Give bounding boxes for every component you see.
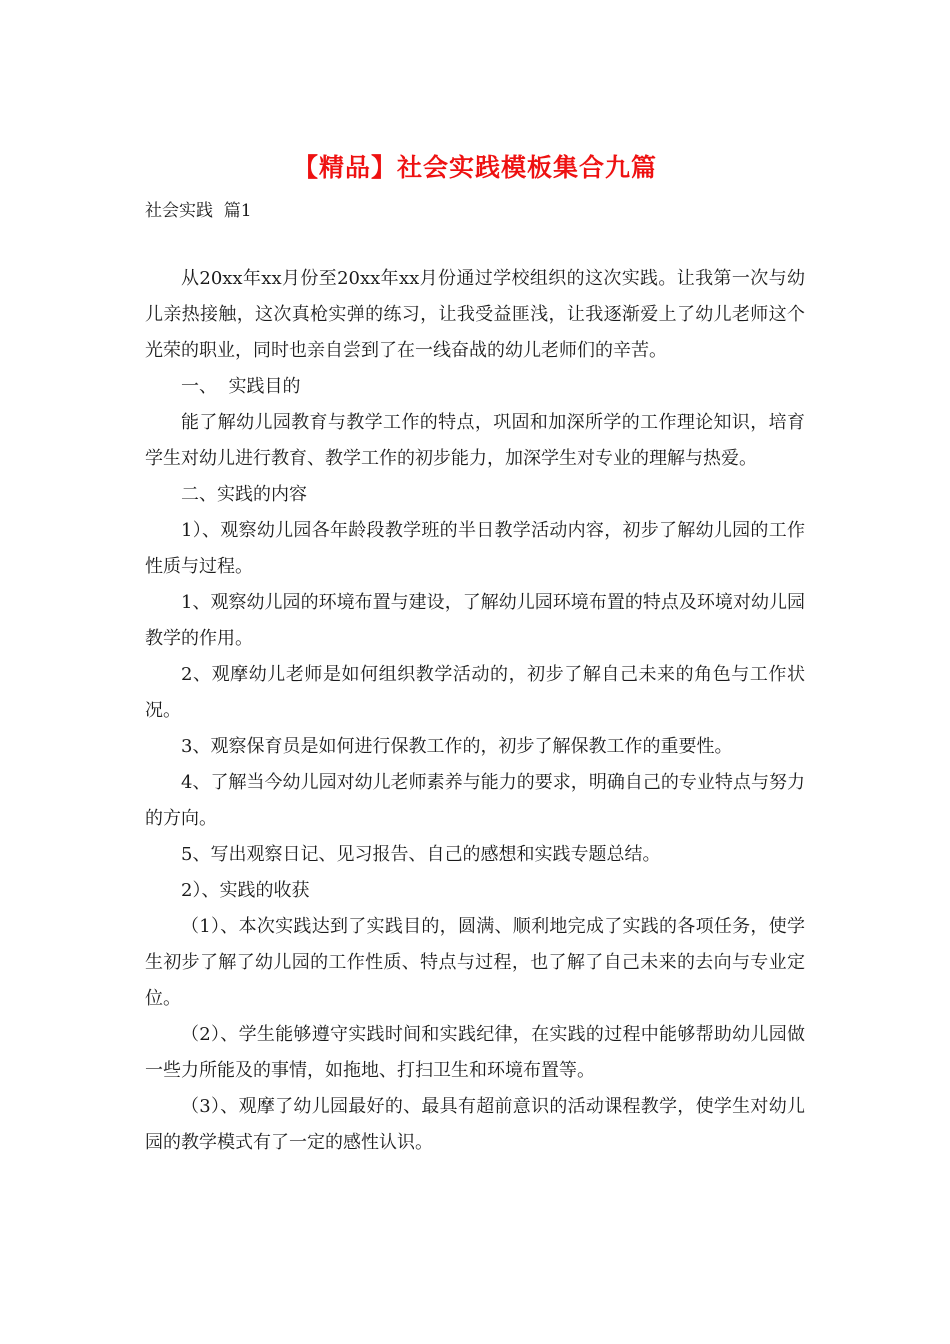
section-label: 社会实践 篇1 (145, 201, 252, 221)
heading-content: 二、实践的内容 (181, 484, 307, 505)
heading-harvest: 2）、实践的收获 (181, 880, 310, 901)
document-title: 【精品】社会实践模板集合九篇 (292, 153, 657, 182)
paragraph-purpose: 能了解幼儿园教育与教学工作的特点，巩固和加深所学的工作理论知识，培育学生对幼儿进行教育、教学工作的初步能力，加深学生对专业的理解与热爱。 (145, 412, 805, 469)
list-item-content-2: 2、观摩幼儿老师是如何组织教学活动的，初步了解自己未来的角色与工作状况。 (145, 664, 805, 721)
paragraph-content-overview: 1）、观察幼儿园各年龄段教学班的半日教学活动内容，初步了解幼儿园的工作性质与过程。 (145, 520, 805, 577)
heading-purpose: 一、 实践目的 (181, 376, 301, 397)
list-item-content-3: 3、观察保育员是如何进行保教工作的，初步了解保教工作的重要性。 (181, 736, 733, 757)
list-item-harvest-2: （2）、学生能够遵守实践时间和实践纪律，在实践的过程中能够帮助幼儿园做一些力所能及的事情，如拖地、打扫卫生和环境布置等。 (145, 1024, 805, 1081)
list-item-content-5: 5、写出观察日记、见习报告、自己的感想和实践专题总结。 (181, 844, 661, 865)
document-body (145, 261, 805, 1161)
list-item-harvest-3: （3）、观摩了幼儿园最好的、最具有超前意识的活动课程教学，使学生对幼儿园的教学模式有了一定的感性认识。 (145, 1096, 805, 1153)
list-item-content-1: 1、观察幼儿园的环境布置与建设，了解幼儿园环境布置的特点及环境对幼儿园教学的作用。 (145, 592, 805, 649)
list-item-content-4: 4、了解当今幼儿园对幼儿老师素养与能力的要求，明确自己的专业特点与努力的方向。 (145, 772, 805, 829)
paragraph-intro: 从20xx年xx月份至20xx年xx月份通过学校组织的这次实践。让我第一次与幼儿亲热接触，这次真枪实弹的练习，让我受益匪浅，让我逐渐爱上了幼儿老师这个光荣的职业，同时也亲自尝到了在一线奋战的幼儿老师们的辛苦。 (145, 268, 805, 361)
list-item-harvest-1: （1）、本次实践达到了实践目的，圆满、顺利地完成了实践的各项任务，使学生初步了解了幼儿园的工作性质、特点与过程，也了解了自己未来的去向与专业定位。 (145, 916, 805, 1009)
